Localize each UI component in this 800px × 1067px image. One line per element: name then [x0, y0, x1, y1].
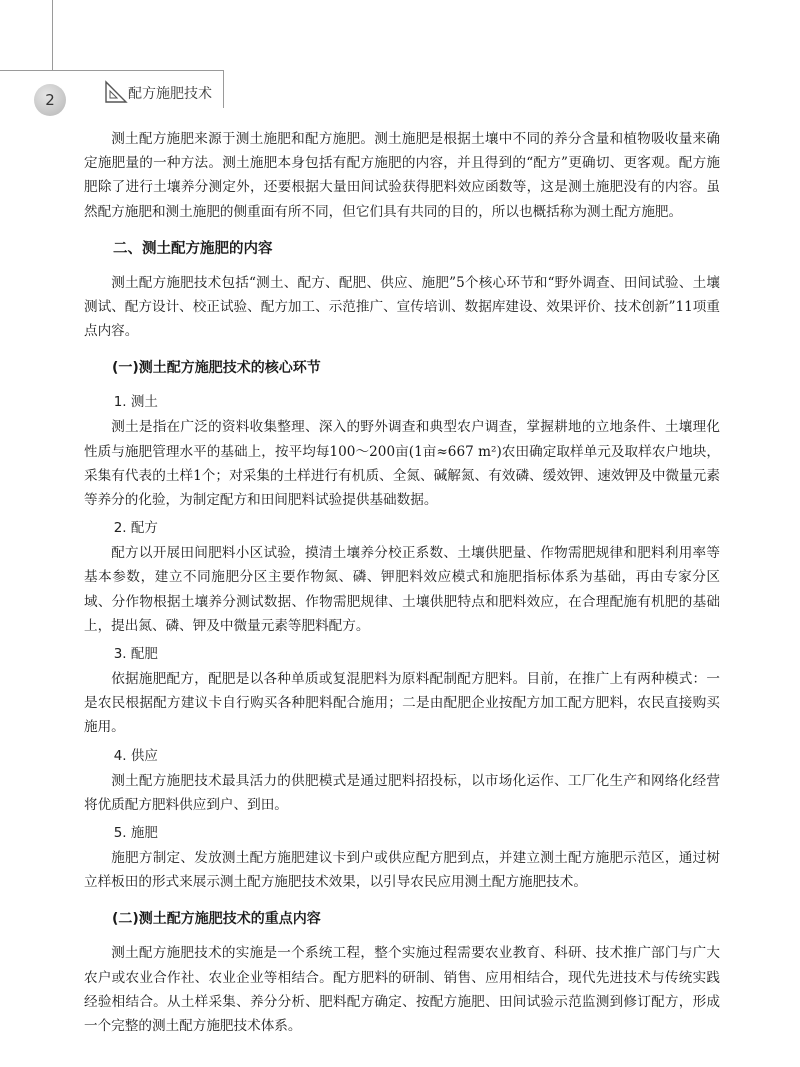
header-right-rule [223, 70, 224, 108]
paragraph: 测土配方施肥技术的实施是一个系统工程，整个实施过程需要农业教育、科研、技术推广部门与广大农户或农业合作社、农业企业等相结合。配方肥料的研制、销售、应用相结合，现代先进技术与传统实践经验相结合。从土样采集、养分分析、肥料配方确定、按配方施肥、田间试验示范监测到修订配方，形成一个完整的测土配方施肥技术体系。 [84, 945, 720, 1035]
paragraph: 测土配方施肥技术最具活力的供肥模式是通过肥料招投标，以市场化运作、工厂化生产和网络化经营将优质配方肥料供应到户、到田。 [84, 772, 720, 813]
item-heading: 4. 供应 [113, 747, 158, 764]
header-horizontal-rule [0, 70, 224, 71]
running-title: 配方施肥技术 [128, 86, 212, 102]
article-body [84, 127, 720, 1038]
paragraph: 施肥方制定、发放测土配方施肥建议卡到户或供应配方肥到点，并建立测土配方施肥示范区，通过树立样板田的形式来展示测土配方施肥技术效果，以引导农民应用测土配方施肥技术。 [84, 850, 720, 891]
paragraph: 测土配方施肥来源于测土施肥和配方施肥。测土施肥是根据土壤中不同的养分含量和植物吸收量来确定施肥量的一种方法。测土施肥本身包括有配方施肥的内容，并且得到的“配方”更确切、更客观。配方施肥除了进行土壤养分测定外，还要根据大量田间试验获得肥料效应函数等，这是测土施肥没有的内容。虽然配方施肥和测土施肥的侧重面有所不同，但它们具有共同的目的，所以也概括称为测土配方施肥。 [84, 131, 720, 220]
item-heading: 3. 配肥 [113, 646, 158, 663]
triangle-ruler-icon [104, 80, 128, 104]
header-vertical-rule [52, 0, 53, 70]
paragraph: 依据施肥配方，配肥是以各种单质或复混肥料为原料配制配方肥料。目前，在推广上有两种模式：一是农民根据配方建议卡自行购买各种肥料配合施用；二是由配肥企业按配方加工配方肥料，农民直接购买施用。 [84, 671, 720, 736]
item-heading: 1. 测土 [113, 394, 158, 411]
section-heading: 二、测土配方施肥的内容 [113, 240, 273, 257]
subsection-heading: (二)测土配方施肥技术的重点内容 [112, 911, 321, 928]
item-heading: 5. 施肥 [113, 825, 158, 842]
paragraph: 测土是指在广泛的资料收集整理、深入的野外调查和典型农户调查，掌握耕地的立地条件、土壤理化性质与施肥管理水平的基础上，按平均每100～200亩(1亩≈667 m²)农田确定取样单元及取样农户地块，采集有代表的土样1个；对采集的土样进行有机质、全氮、碱解氮、有效磷、缓效钾、速效钾及中微量元素等养分的化验，为制定配方和田间肥料试验提供基础数据。 [84, 419, 720, 509]
paragraph: 测土配方施肥技术包括“测土、配方、配肥、供应、施肥”5个核心环节和“野外调查、田间试验、土壤测试、配方设计、校正试验、配方加工、示范推广、宣传培训、数据库建设、效果评价、技术创新”11项重点内容。 [84, 274, 720, 340]
paragraph: 配方以开展田间肥料小区试验，摸清土壤养分校正系数、土壤供肥量、作物需肥规律和肥料利用率等基本参数，建立不同施肥分区主要作物氮、磷、钾肥料效应模式和施肥指标体系为基础，再由专家分区域、分作物根据土壤养分测试数据、作物需肥规律、土壤供肥特点和肥料效应，在合理配施有机肥的基础上，提出氮、磷、钾及中微量元素等肥料配方。 [84, 545, 720, 634]
subsection-heading: (一)测土配方施肥技术的核心环节 [112, 360, 321, 377]
page-number-badge: 2 [34, 84, 66, 116]
item-heading: 2. 配方 [113, 520, 158, 537]
